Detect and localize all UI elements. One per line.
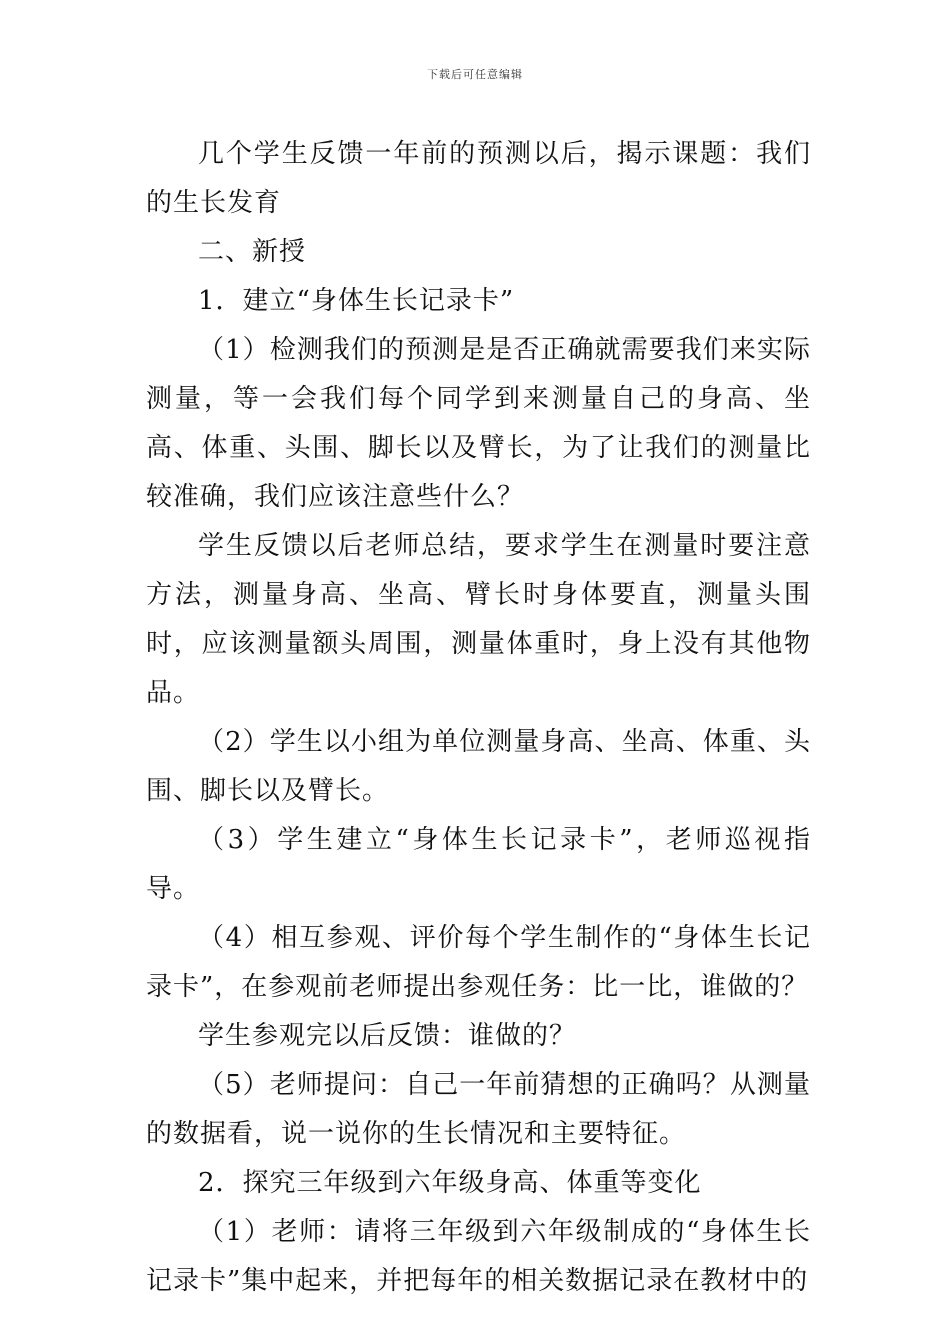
- paragraph-step-1-heading: 1．建立“身体生长记录卡”: [198, 286, 515, 316]
- paragraph-section-heading: 二、新授: [198, 237, 307, 267]
- paragraph-step-1-2: （2）学生以小组为单位测量身高、坐高、体重、头围、脚长以及臂长。: [146, 727, 811, 806]
- paragraph-step-2-1: （1）老师：请将三年级到六年级制成的“身体生长记录卡”集中起来，并把每年的相关数据记录在教材中的: [146, 1217, 811, 1296]
- paragraph-step-1-1: （1）检测我们的预测是是否正确就需要我们来实际测量，等一会我们每个同学到来测量自己的身高、坐高、体重、头围、脚长以及臂长，为了让我们的测量比较准确，我们应该注意些什么？: [146, 335, 811, 512]
- paragraph-teacher-summary: 学生反馈以后老师总结，要求学生在测量时要注意方法，测量身高、坐高、臂长时身体要直，测量头围时，应该测量额头周围，测量体重时，身上没有其他物品。: [146, 531, 811, 708]
- paragraph-student-feedback: 学生参观完以后反馈：谁做的？: [198, 1021, 577, 1051]
- paragraph-step-1-4: （4）相互参观、评价每个学生制作的“身体生长记录卡”，在参观前老师提出参观任务：比一比，谁做的？: [146, 923, 811, 1002]
- paragraph-step-1-3: （3）学生建立“身体生长记录卡”，老师巡视指导。: [146, 825, 811, 904]
- paragraph-step-1-5: （5）老师提问：自己一年前猜想的正确吗？从测量的数据看，说一说你的生长情况和主要特征。: [146, 1070, 811, 1149]
- paragraph-step-2-heading: 2．探究三年级到六年级身高、体重等变化: [198, 1168, 702, 1198]
- document-body: [146, 130, 811, 1306]
- page-header: 下载后可任意编辑: [427, 68, 523, 81]
- paragraph-reveal-topic: 几个学生反馈一年前的预测以后，揭示课题：我们的生长发育: [146, 139, 811, 218]
